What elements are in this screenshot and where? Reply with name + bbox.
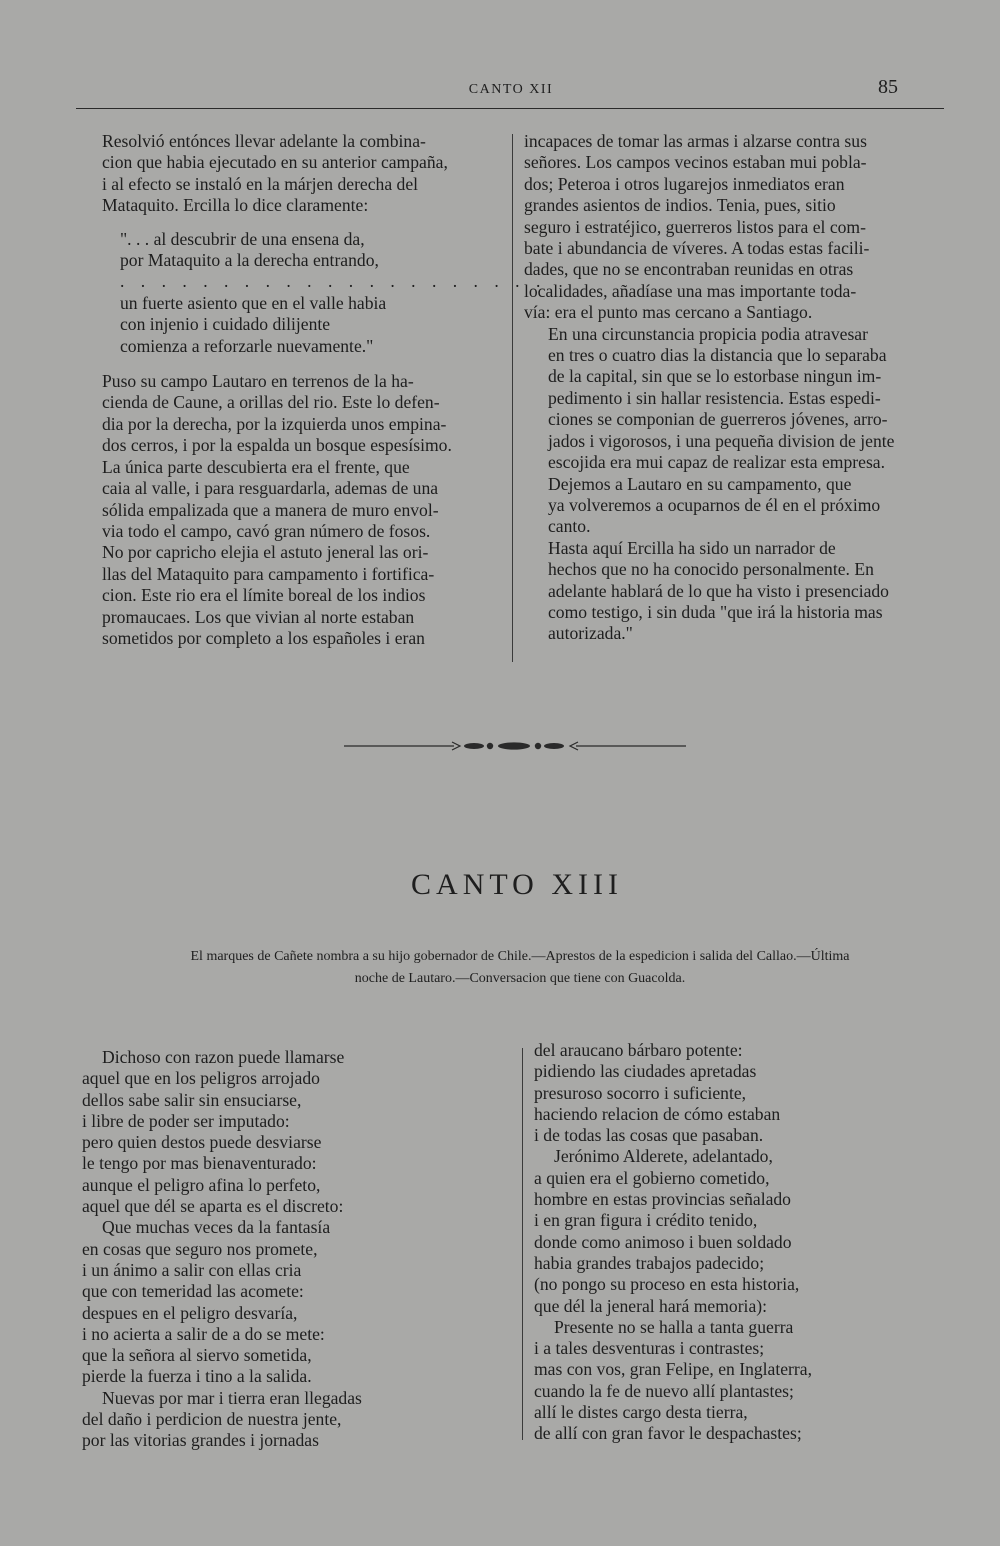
text-line: en tres o cuatro dias la distancia que lo separaba xyxy=(548,345,887,366)
verse-line: donde como animoso i buen soldado xyxy=(534,1231,792,1252)
text-line: dos; Peteroa i otros lugarejos inmediatos eran xyxy=(524,173,845,194)
text-line: Resolvió entónces llevar adelante la combina- xyxy=(102,131,426,151)
verse-line: habia grandes trabajos padecido; xyxy=(534,1252,765,1273)
header-rule xyxy=(76,108,944,109)
verse-line: pierde la fuerza i tino a la salida. xyxy=(82,1366,312,1387)
verse-column-left xyxy=(82,1047,502,1452)
verse-line: dellos sabe salir sin ensuciarse, xyxy=(82,1089,302,1110)
ellipsis-line: . . . . . . . . . . . . . . . . . . . . . xyxy=(120,271,547,292)
verse-line: del araucano bárbaro potente: xyxy=(534,1040,743,1060)
verse-line: pero quien destos puede desviarse xyxy=(82,1132,322,1153)
paragraph xyxy=(78,131,498,217)
text-line: i al efecto se instaló en la márjen derecha del xyxy=(102,173,419,194)
text-line: via todo el campo, cavó gran número de fosos. xyxy=(102,520,431,541)
verse-line: i un ánimo a salir con ellas cria xyxy=(82,1259,302,1280)
text-line: canto. xyxy=(548,516,591,537)
stanza-first-line: Jerónimo Alderete, adelantado, xyxy=(554,1146,773,1167)
ornament-divider-icon xyxy=(344,738,686,754)
text-line: de la capital, sin que se lo estorbase ningun im- xyxy=(548,366,882,387)
verse-line: presuroso socorro i suficiente, xyxy=(534,1082,747,1103)
verse-line: haciendo relacion de cómo estaban xyxy=(534,1103,781,1124)
text-line: Mataquito. Ercilla lo dice claramente: xyxy=(102,195,369,216)
summary-line: noche de Lautaro.—Conversacion que tiene con Guacolda. xyxy=(354,971,686,986)
text-line: ciones se componian de guerreros jóvenes, arro- xyxy=(548,409,888,430)
paragraph xyxy=(524,324,948,474)
text-line: sólida empalizada que a manera de muro envol- xyxy=(102,499,439,520)
text-line: cienda de Caune, a orillas del rio. Este lo defen- xyxy=(102,392,440,413)
stanza-first-line: Presente no se halla a tanta guerra xyxy=(554,1316,794,1337)
text-line: sometidos por completo a los españoles i eran xyxy=(102,627,425,648)
stanza-first-line: Nuevas por mar i tierra eran llegadas xyxy=(102,1387,362,1408)
text-line: llas del Mataquito para campamento i fortifica- xyxy=(102,563,435,584)
column-divider xyxy=(522,1048,523,1440)
quote-line: con injenio i cuidado dilijente xyxy=(120,314,331,335)
quote-line: comienza a reforzarle nuevamente." xyxy=(120,335,374,356)
text-line: vía: era el punto mas cercano a Santiago. xyxy=(524,302,813,323)
text-line: cion que habia ejecutado en su anterior campaña, xyxy=(102,152,448,173)
verse-line: i en gran figura i crédito tenido, xyxy=(534,1210,758,1231)
text-line: Dejemos a Lautaro en su campamento, que xyxy=(548,473,852,494)
text-line: En una circunstancia propicia podia atravesar xyxy=(548,323,868,344)
canto-title: CANTO XIII xyxy=(411,868,623,901)
verse-line: que con temeridad las acomete: xyxy=(82,1281,304,1302)
running-head xyxy=(76,76,946,106)
verse-line: por las vitorias grandes i jornadas xyxy=(82,1430,319,1451)
summary-line: El marques de Cañete nombra a su hijo gobernador de Chile.—Aprestos de la espedicion i salida del Callao.—Última xyxy=(190,949,850,964)
verse-line: hombre en estas provincias señalado xyxy=(534,1189,791,1210)
prose-column-left xyxy=(78,131,547,649)
quote-line: un fuerte asiento que en el valle habia xyxy=(120,292,387,313)
canto-summary xyxy=(80,946,960,990)
text-line: jados i vigorosos, i una pequeña division de jente xyxy=(548,430,895,451)
paragraph xyxy=(78,542,498,649)
text-line: dia por la derecha, por la izquierda unos empina- xyxy=(102,413,447,434)
text-line: promaucaes. Los que vivian al norte estaban xyxy=(102,606,415,627)
page-number: 85 xyxy=(878,76,898,98)
verse-line: pidiendo las ciudades apretadas xyxy=(534,1061,757,1082)
verse-line: en cosas que seguro nos promete, xyxy=(82,1238,318,1259)
verse-quote xyxy=(78,228,547,357)
verse-line: aunque el peligro afina lo perfeto, xyxy=(82,1174,321,1195)
text-line: escojida era mui capaz de realizar esta empresa. xyxy=(548,452,886,473)
verse-line: i de todas las cosas que pasaban. xyxy=(534,1125,764,1146)
verse-column-right xyxy=(534,1040,954,1445)
text-line: señores. Los campos vecinos estaban mui pobla- xyxy=(524,152,867,173)
text-line: adelante hablará de lo que ha visto i presenciado xyxy=(548,580,889,601)
text-line: seguro i estratéjico, guerreros listos para el com- xyxy=(524,216,866,237)
text-line: localidades, añadíase una mas importante toda- xyxy=(524,280,857,301)
text-line: No por capricho elejia el astuto jeneral las ori- xyxy=(102,542,429,563)
text-line: Puso su campo Lautaro en terrenos de la ha- xyxy=(102,371,414,392)
text-line: pedimento i sin hallar resistencia. Estas espedi- xyxy=(548,387,881,408)
verse-line: aquel que en los peligros arrojado xyxy=(82,1068,320,1089)
text-line: incapaces de tomar las armas i alzarse contra sus xyxy=(524,131,867,151)
text-line: dades, que no se encontraban reunidas en otras xyxy=(524,259,854,280)
text-line: bate i abundancia de víveres. A todas estas facili- xyxy=(524,238,870,259)
text-line: autorizada." xyxy=(548,623,633,644)
text-line: La única parte descubierta era el frente, que xyxy=(102,456,410,477)
verse-line: i libre de poder ser imputado: xyxy=(82,1110,290,1131)
verse-line: que dél la jeneral hará memoria): xyxy=(534,1295,767,1316)
prose-column-right xyxy=(524,131,948,645)
verse-line: i no acierta a salir de a do se mete: xyxy=(82,1323,325,1344)
text-line: hechos que no ha conocido personalmente. En xyxy=(548,559,874,580)
paragraph xyxy=(524,131,948,324)
column-divider xyxy=(512,134,513,662)
running-title: CANTO XII xyxy=(468,82,554,97)
paragraph xyxy=(524,474,948,538)
text-line: dos cerros, i por la espalda un bosque espesísimo. xyxy=(102,435,452,456)
paragraph xyxy=(524,538,948,645)
stanza-first-line: Dichoso con razon puede llamarse xyxy=(102,1047,345,1067)
text-line: Hasta aquí Ercilla ha sido un narrador de xyxy=(548,537,836,558)
verse-line: (no pongo su proceso en esta historia, xyxy=(534,1274,800,1295)
text-line: como testigo, i sin duda "que irá la historia mas xyxy=(548,601,883,622)
verse-line: que la señora al siervo sometida, xyxy=(82,1345,312,1366)
verse-line: mas con vos, gran Felipe, en Inglaterra, xyxy=(534,1359,812,1380)
verse-line: cuando la fe de nuevo allí plantastes; xyxy=(534,1380,794,1401)
text-line: cion. Este rio era el límite boreal de los indios xyxy=(102,585,426,606)
text-line: ya volveremos a ocuparnos de él en el próximo xyxy=(548,494,881,515)
quote-line: por Mataquito a la derecha entrando, xyxy=(120,250,379,271)
verse-line: aquel que dél se aparta es el discreto: xyxy=(82,1196,344,1217)
verse-line: del daño i perdicion de nuestra jente, xyxy=(82,1409,342,1430)
quote-line: ". . . al descubrir de una ensena da, xyxy=(120,228,365,249)
stanza-first-line: Que muchas veces da la fantasía xyxy=(102,1217,331,1238)
text-line: caia al valle, i para resguardarla, ademas de una xyxy=(102,478,439,499)
verse-line: allí le distes cargo desta tierra, xyxy=(534,1402,748,1423)
verse-line: despues en el peligro desvaría, xyxy=(82,1302,298,1323)
verse-line: le tengo por mas bienaventurado: xyxy=(82,1153,317,1174)
text-line: grandes asientos de indios. Tenia, pues, sitio xyxy=(524,195,836,216)
verse-line: a quien era el gobierno cometido, xyxy=(534,1167,770,1188)
verse-line: i a tales desventuras i contrastes; xyxy=(534,1338,765,1359)
verse-line: de allí con gran favor le despachastes; xyxy=(534,1423,802,1444)
paragraph xyxy=(78,371,498,542)
